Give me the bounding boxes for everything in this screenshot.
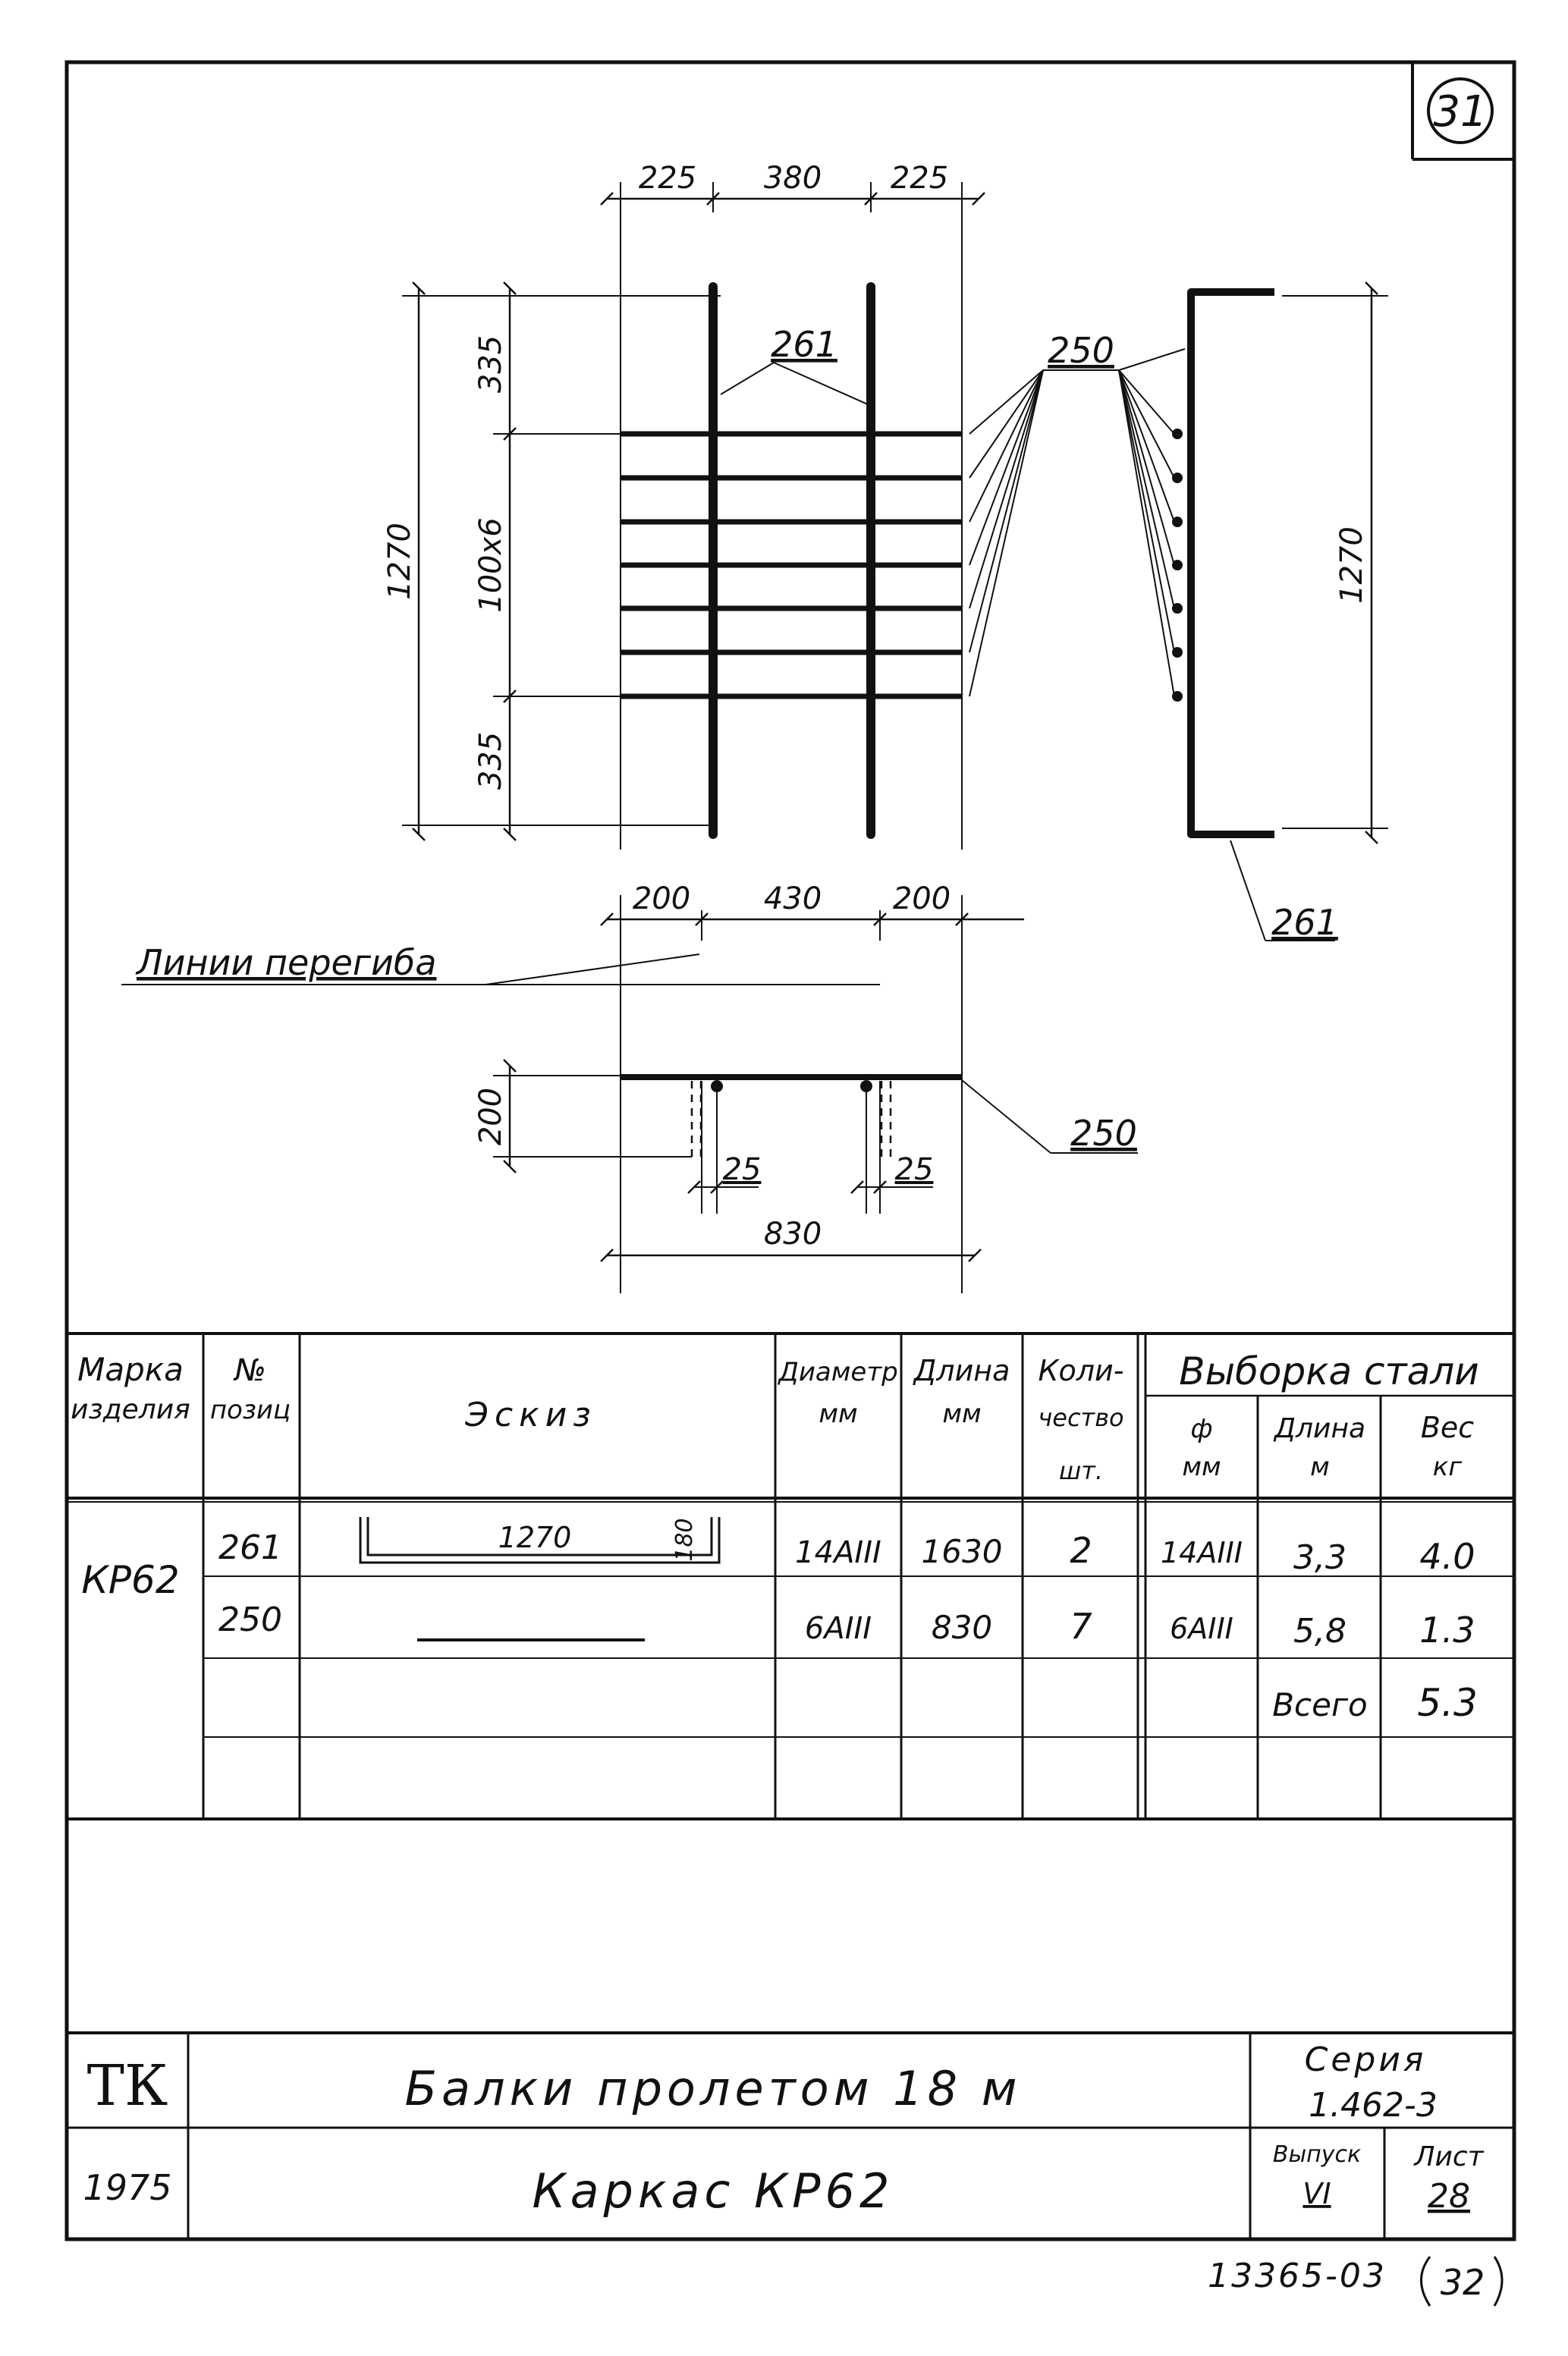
sheet-number-badge (1412, 62, 1514, 159)
dim-left-top: 335 (473, 335, 508, 394)
leader-250-fan (969, 349, 1185, 696)
bar-261-side (1191, 292, 1274, 834)
page-number: 32 (1440, 2262, 1485, 2303)
total-label: Всего (1272, 1686, 1368, 1723)
sheet-value: 28 (1428, 2177, 1470, 2216)
header-qty-3: шт. (1058, 1456, 1104, 1485)
sheet-label: Лист (1414, 2141, 1484, 2172)
svg-text:14АIII: 14АIII (795, 1535, 881, 1570)
header-steel-len-1: Длина (1274, 1413, 1366, 1444)
svg-text:7: 7 (1070, 1606, 1092, 1647)
dim-bottom-right: 200 (892, 881, 951, 916)
header-steel-len-2: м (1310, 1452, 1330, 1482)
label-250-section: 250 (1070, 1113, 1137, 1154)
svg-text:3,3: 3,3 (1293, 1538, 1346, 1577)
svg-text:5,8: 5,8 (1293, 1612, 1346, 1651)
series-label: Серия (1304, 2040, 1427, 2079)
product-mark: КР62 (81, 1558, 180, 1602)
total-weight: 5.3 (1417, 1681, 1478, 1725)
header-pos-1: № (234, 1353, 266, 1388)
bend-section-view (121, 881, 1138, 1293)
dim-section-width: 830 (763, 1217, 822, 1252)
table-row (218, 1517, 1475, 1577)
svg-text:1.3: 1.3 (1419, 1610, 1475, 1651)
header-steel-weight-1: Вес (1420, 1411, 1475, 1444)
svg-text:1270: 1270 (498, 1521, 572, 1554)
dim-top-left: 225 (638, 161, 697, 196)
header-sketch: Эскиз (465, 1396, 597, 1434)
svg-text:6АIII: 6АIII (1170, 1612, 1233, 1645)
series-value: 1.462-3 (1309, 2086, 1438, 2125)
svg-text:1630: 1630 (921, 1533, 1003, 1570)
sheet-frame (67, 62, 1514, 2239)
header-mark-1: Марка (77, 1351, 184, 1388)
label-261: 261 (771, 324, 837, 365)
sheet-number: 31 (1433, 87, 1488, 137)
dim-top-right: 225 (890, 161, 949, 196)
svg-text:6АIII: 6АIII (804, 1611, 872, 1646)
header-length-2: мм (942, 1399, 982, 1429)
label-261-bottom: 261 (1271, 902, 1338, 943)
issue-label: Выпуск (1272, 2141, 1362, 2168)
dim-offset-left: 25 (722, 1152, 762, 1187)
stamp-code: 13365-03 (1208, 2257, 1387, 2295)
bars-250 (621, 434, 962, 696)
dim-left-bottom: 335 (473, 731, 508, 790)
header-steel-phi-1: ф (1190, 1414, 1213, 1444)
dim-overall-height-right: 1270 (1334, 526, 1369, 604)
title-line-2: Каркас КР62 (532, 2163, 894, 2219)
header-qty-1: Коли- (1038, 1354, 1124, 1387)
dim-top-middle: 380 (763, 161, 822, 196)
title-block (67, 2033, 1514, 2239)
specification-table (67, 1333, 1514, 1819)
dim-bottom-middle: 430 (763, 881, 822, 916)
header-diameter-2: мм (819, 1399, 858, 1429)
header-qty-2: чество (1038, 1403, 1124, 1432)
table-row (218, 1601, 1475, 1651)
svg-text:830: 830 (931, 1609, 993, 1646)
header-pos-2: позиц (209, 1395, 291, 1425)
header-mark-2: изделия (71, 1394, 190, 1425)
dim-overall-height-left: 1270 (382, 523, 417, 600)
dim-offset-right: 25 (894, 1152, 934, 1187)
svg-text:180: 180 (671, 1518, 698, 1562)
svg-text:2: 2 (1070, 1530, 1092, 1571)
dim-section-height: 200 (473, 1087, 508, 1146)
header-steel-phi-2: мм (1182, 1452, 1221, 1482)
header-diameter-1: Диаметр (778, 1357, 898, 1387)
svg-text:14АIII: 14АIII (1161, 1536, 1243, 1569)
label-250: 250 (1048, 330, 1114, 371)
cage-elevation (382, 161, 1388, 943)
header-steel-title: Выборка стали (1179, 1349, 1479, 1393)
header-steel-weight-2: кг (1432, 1452, 1463, 1482)
issue-value: VI (1302, 2177, 1331, 2210)
header-length-1: Длина (913, 1354, 1010, 1387)
svg-text:250: 250 (218, 1601, 282, 1639)
dim-left-middle: 100x6 (473, 517, 508, 613)
bars-250-section-dots (1172, 429, 1183, 702)
title-line-1: Балки пролетом 18 м (404, 2061, 1022, 2116)
svg-text:4.0: 4.0 (1419, 1536, 1475, 1577)
dim-bottom-left: 200 (632, 881, 691, 916)
tk-mark: ТК (86, 2053, 168, 2119)
svg-text:261: 261 (218, 1528, 282, 1567)
bend-lines-label: Линии перегиба (137, 942, 437, 983)
year: 1975 (83, 2167, 172, 2208)
